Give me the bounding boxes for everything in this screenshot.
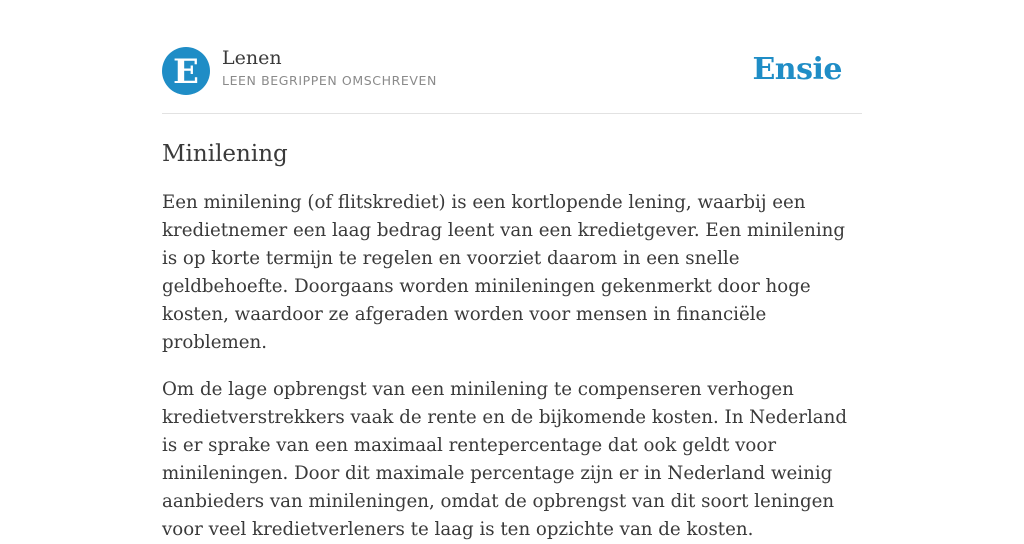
- category-subtitle: LEEN BEGRIPPEN OMSCHREVEN: [222, 73, 437, 88]
- article-paragraph: Om de lage opbrengst van een minilening te compenseren verhogen kredietverstrekkers vaak de rente en de bijkomende kosten. In Nederland is er sprake van een maximaal rentepercentage dat ook geldt voor minileningen. Door dit maximale percentage zijn er in Nederland weinig aanbieders van minileningen, omdat de opbrengst van dit soort leningen voor veel kredietverleners te laag is ten opzichte van de kosten.: [162, 379, 847, 540]
- category-title[interactable]: Lenen: [222, 47, 282, 69]
- article-paragraph: Een minilening (of flitskrediet) is een kortlopende lening, waarbij een kredietnemer een laag bedrag leent van een kredietgever. Een minilening is op korte termijn te regelen en voorziet daarom in een snelle geldbehoefte. Doorgaans worden minileningen gekenmerkt door hoge kosten, waardoor ze afgeraden worden voor mensen in financiële problemen.: [162, 192, 846, 353]
- header-text: [222, 45, 437, 90]
- ensie-brand-logo[interactable]: Ensie: [752, 52, 842, 87]
- article-title: Minilening: [162, 141, 288, 167]
- site-header: [162, 0, 862, 114]
- ensie-logo-badge[interactable]: [162, 47, 210, 95]
- logo-letter: E: [173, 52, 199, 92]
- content-container: [162, 0, 862, 544]
- logo-letter-icon: [162, 47, 210, 95]
